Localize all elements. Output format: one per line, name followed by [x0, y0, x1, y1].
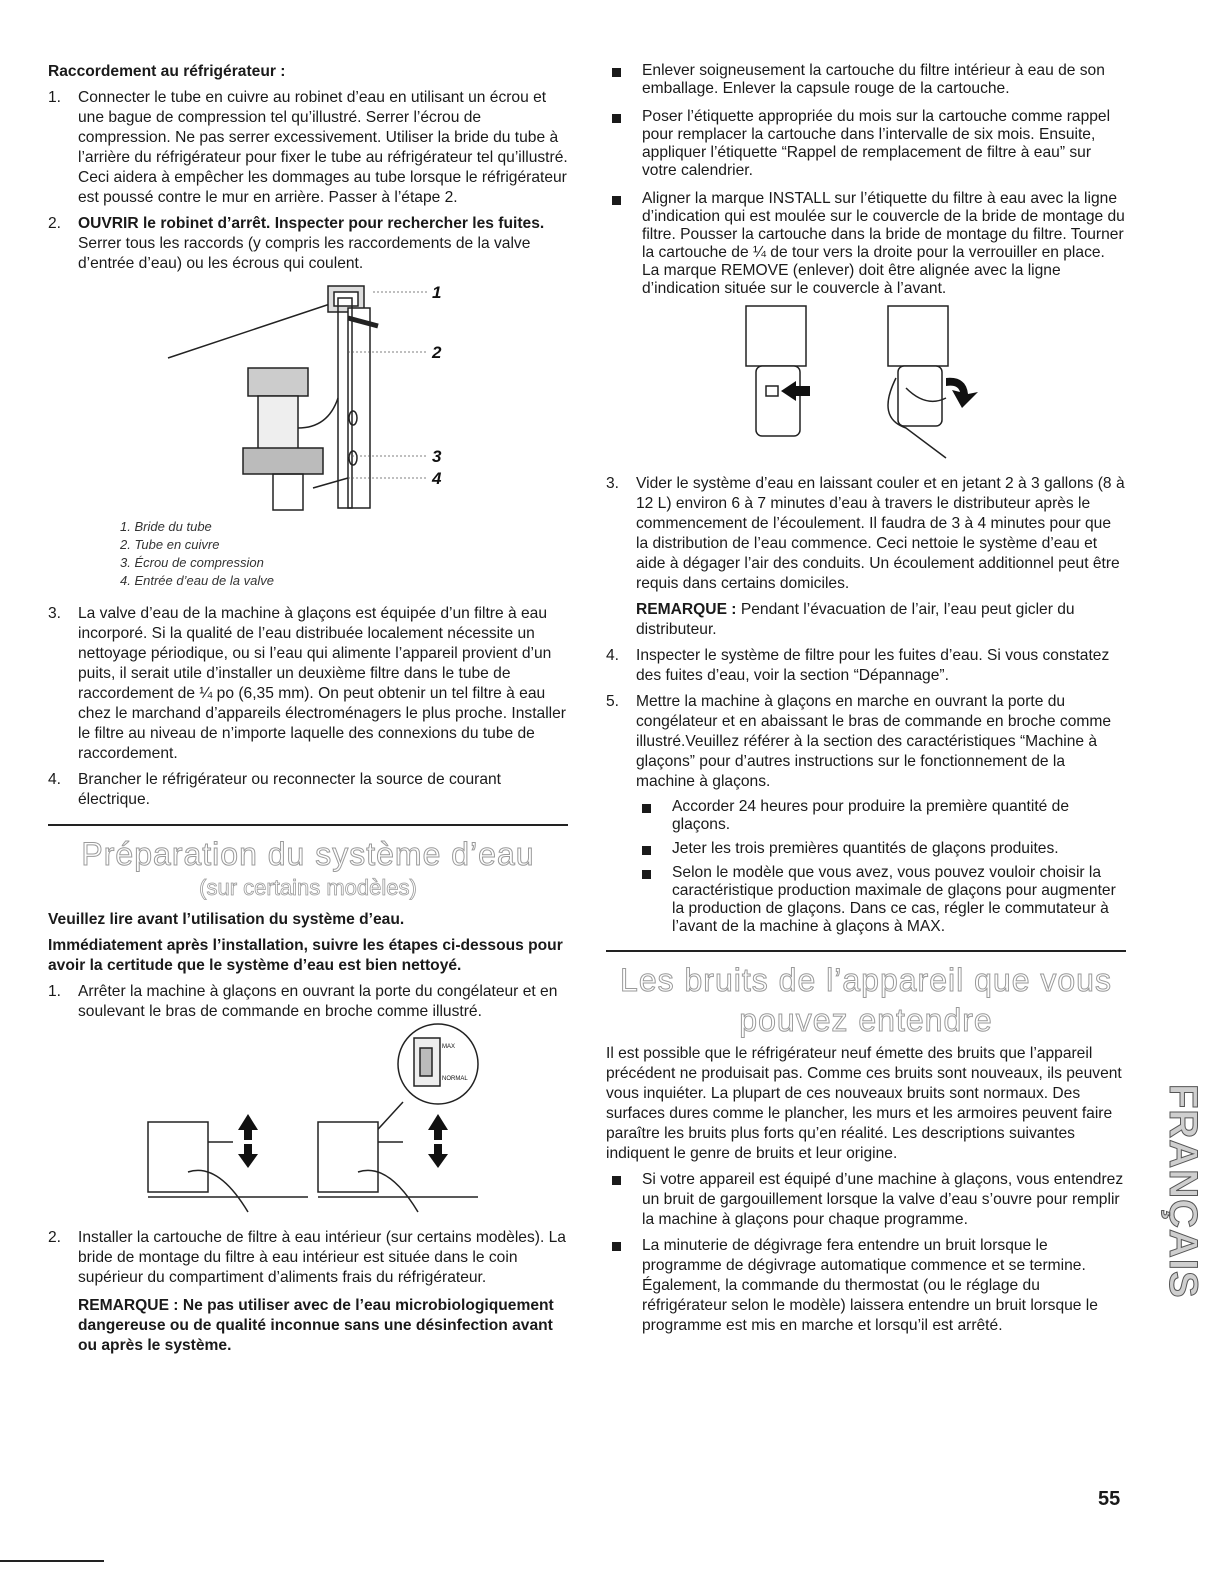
- step-5-start: [606, 692, 1126, 792]
- bullet-square: [612, 196, 621, 205]
- bullet-square: [612, 68, 621, 77]
- bullet-text: Enlever soigneusement la cartouche du filtre intérieur à eau de son emballage. Enlever la capsule rouge de la cartouche.: [642, 62, 1105, 97]
- step-1: [48, 88, 568, 208]
- bullet-item: [606, 62, 1126, 98]
- language-tab-label: FRANÇAIS: [1161, 1084, 1205, 1299]
- step-2: [48, 214, 568, 274]
- bullet-square: [642, 804, 651, 813]
- intro-read-before: Veuillez lire avant l’utilisation du système d’eau.: [48, 911, 405, 928]
- section-title-noises: Les bruits de l’appareil que vous: [620, 962, 1112, 998]
- switch-normal-label: NORMAL: [442, 1076, 468, 1082]
- step-4-inspect: [606, 646, 1126, 686]
- bullet-square: [612, 1242, 621, 1251]
- step-text: Arrêter la machine à glaçons en ouvrant la porte du congélateur et en soulevant le bras de commande en broche comme illustré.: [78, 983, 558, 1020]
- bullet-item: [606, 108, 1126, 180]
- section-subtitle: (sur certains modèles): [199, 875, 417, 900]
- callout-2: 2: [432, 343, 442, 362]
- caption-3: 3. Écrou de compression: [120, 555, 264, 570]
- callout-4: 4: [432, 469, 442, 488]
- heading-connection: Raccordement au réfrigérateur :: [48, 63, 286, 80]
- valve-illustration: [48, 278, 568, 518]
- bullet-square: [612, 114, 621, 123]
- right-column: [606, 62, 1126, 1336]
- switch-max-label: MAX: [442, 1044, 456, 1050]
- step-text: [78, 214, 568, 274]
- step-text: Vider le système d’eau en laissant couler et en jetant 2 à 3 gallons (8 à 12 L) environ 6 à 7 minutes d’eau à travers le distributeur après le commencement de l’écoulement. Il faudra de 3 à 4 minutes pour que la distribution de l’eau commence. Ceci nettoie le système d’eau et aide à dégager l’air des conduits. Un écoulement additionnel peut être requis dans certains domiciles.: [636, 475, 1125, 592]
- divider: [606, 950, 1126, 952]
- step-4: [48, 770, 568, 810]
- left-column: [48, 62, 568, 1356]
- step-number: 1.: [48, 983, 62, 1000]
- step-number: 2.: [48, 215, 62, 232]
- caption-4: 4. Entrée d’eau de la valve: [120, 573, 274, 588]
- remark-warning: REMARQUE : Ne pas utiliser avec de l’eau microbiologiquement dangereuse ou de qualité inconnue sans une désinfection avant ou après le système.: [78, 1297, 554, 1354]
- callout-3: 3: [432, 447, 442, 466]
- step-number: 3.: [48, 605, 62, 622]
- bullet-item: [636, 798, 1126, 834]
- page-number: 55: [1098, 1488, 1121, 1510]
- caption-1: 1. Bride du tube: [120, 519, 212, 534]
- bullet-text: Poser l’étiquette appropriée du mois sur la cartouche comme rappel pour remplacer la cartouche dans l’intervalle de six mois. Ensuite, appliquer l’étiquette “Rappel de remplacement de filtre à eau” sur votre calendrier.: [642, 108, 1111, 179]
- bullet-square: [642, 846, 651, 855]
- step-text: La valve d’eau de la machine à glaçons est équipée d’un filtre à eau incorporé. Si la qualité de l’eau distribuée localement nécessite un nettoyage périodique, ou si l’eau qui alimente l’appareil provient d’un puits, il serait utile d’installer un deuxième filtre dans le tube de raccordement de ¼ po (6,35 mm). On peut obtenir un tel filtre à eau chez le marchand d’appareils électroménagers le plus proche. Installer le filtre au niveau de n’importe laquelle des connexions du tube de raccordement.: [78, 605, 566, 762]
- bullet-text: La minuterie de dégivrage fera entendre un bruit lorsque le programme de dégivrage automatique commence et se termine. Également, la commande du thermostat (ou le réglage du réfrigérateur selon le modèle) laissera entendre un bruit lorsque le programme est mis en marche et lorsqu’il est arrêté.: [642, 1237, 1098, 1334]
- section-title-noises-line2: pouvez entendre: [739, 1002, 993, 1038]
- filter-cartridge-illustration: [606, 298, 1126, 468]
- remark-text: Pendant l’évacuation de l’air, l’eau peut gicler du distributeur.: [636, 601, 1075, 638]
- step-number: 1.: [48, 89, 62, 106]
- remark-label: REMARQUE :: [636, 601, 737, 618]
- divider: [48, 824, 568, 826]
- step-bold-text: OUVRIR le robinet d’arrêt. Inspecter pour rechercher les fuites.: [78, 215, 545, 232]
- prep-step-1: [48, 982, 568, 1022]
- step-3: [48, 604, 568, 764]
- step-text: Installer la cartouche de filtre à eau intérieur (sur certains modèles). La bride de montage du filtre à eau intérieur est située dans le coin supérieur du compartiment d’aliments frais du réfrigérateur.: [78, 1229, 566, 1286]
- step-rest-text: Serrer tous les raccords (y compris les raccordements de la valve d’entrée d’eau) ou les écrous qui coulent.: [78, 235, 531, 272]
- bullet-text: Si votre appareil est équipé d’une machine à glaçons, vous entendrez un bruit de gargouillement lorsque la valve d’eau s’ouvre pour remplir la machine à glaçons pour chaque programme.: [642, 1171, 1124, 1228]
- ice-maker-illustration: [48, 1022, 568, 1222]
- bullet-item: [636, 864, 1126, 936]
- remark-note: [636, 600, 1126, 640]
- bullet-text: Accorder 24 heures pour produire la première quantité de glaçons.: [672, 798, 1070, 833]
- callout-1: 1: [432, 283, 442, 302]
- step-text: Inspecter le système de filtre pour les fuites d’eau. Si vous constatez des fuites d’eau, voir la section “Dépannage”.: [636, 647, 1110, 684]
- step-text: Brancher le réfrigérateur ou reconnecter la source de courant électrique.: [78, 771, 501, 808]
- bullet-item: [636, 840, 1126, 858]
- step-number: 4.: [606, 647, 620, 664]
- intro-after-install: Immédiatement après l’installation, suivre les étapes ci-dessous pour avoir la certitude que le système d’eau est bien nettoyé.: [48, 937, 563, 974]
- step-text: Mettre la machine à glaçons en marche en ouvrant la porte du congélateur et en abaissant le bras de commande en broche comme illustré.Veuillez référer à la section des caractéristiques “Machine à glaçons” pour d’autres instructions sur le fonctionnement de la machine à glaçons.: [636, 693, 1112, 790]
- bullet-square: [612, 1176, 621, 1185]
- language-tab: [1146, 1080, 1205, 1340]
- bullet-item: [606, 190, 1126, 298]
- step-number: 3.: [606, 475, 620, 492]
- bullet-item: [606, 1170, 1126, 1230]
- bullet-item: [606, 1236, 1126, 1336]
- bullet-text: Aligner la marque INSTALL sur l’étiquette du filtre à eau avec la ligne d’indication qui est moulée sur le couvercle de la bride de montage du filtre. Pousser la cartouche dans la bride de montage du filtre. Tourner la cartouche de ¼ de tour vers la droite pour la verrouiller en place. La marque REMOVE (enlever) doit être alignée avec la ligne d’indication située sur le couvercle à l’avant.: [642, 190, 1125, 297]
- caption-2: 2. Tube en cuivre: [120, 537, 220, 552]
- step-number: 2.: [48, 1229, 62, 1246]
- step-number: 5.: [606, 693, 620, 710]
- bottom-rule: [0, 1560, 104, 1562]
- ice-bullets: [636, 798, 1126, 936]
- step-number: 4.: [48, 771, 62, 788]
- bullet-text: Jeter les trois premières quantités de glaçons produites.: [672, 840, 1059, 857]
- step-3-flush: [606, 474, 1126, 594]
- bullet-text: Selon le modèle que vous avez, vous pouvez vouloir choisir la caractéristique production maximale de glaçons pour augmenter la production de glaçons. Dans ce cas, régler le commutateur à l’avant de la machine à glaçons à MAX.: [672, 864, 1116, 935]
- noise-intro: Il est possible que le réfrigérateur neuf émette des bruits que l’appareil précédent ne produisait pas. Comme ces bruits sont nouveaux, ils peuvent vous inquiéter. La plupart de ces nouveaux bruits sont normaux. Des surfaces dures comme le plancher, les murs et les armoires peuvent faire paraître les bruits plus forts qu’en réalité. Les descriptions suivantes indiquent le genre de bruits et leur origine.: [606, 1045, 1122, 1162]
- section-title-water-prep: Préparation du système d’eau: [81, 836, 535, 872]
- prep-step-2: [48, 1228, 568, 1288]
- step-text: Connecter le tube en cuivre au robinet d’eau en utilisant un écrou et une bague de compression tel qu’illustré. Serrer l’écrou de compression. Ne pas serrer excessivement. Utiliser la bride du tube à l’arrière du réfrigérateur pour fixer le tube au réfrigérateur tel qu’illustré. Ceci aidera à empêcher les dommages au tube lorsque le réfrigérateur est poussé contre le mur en arrière. Passer à l’étape 2.: [78, 89, 568, 206]
- bullet-square: [642, 870, 651, 879]
